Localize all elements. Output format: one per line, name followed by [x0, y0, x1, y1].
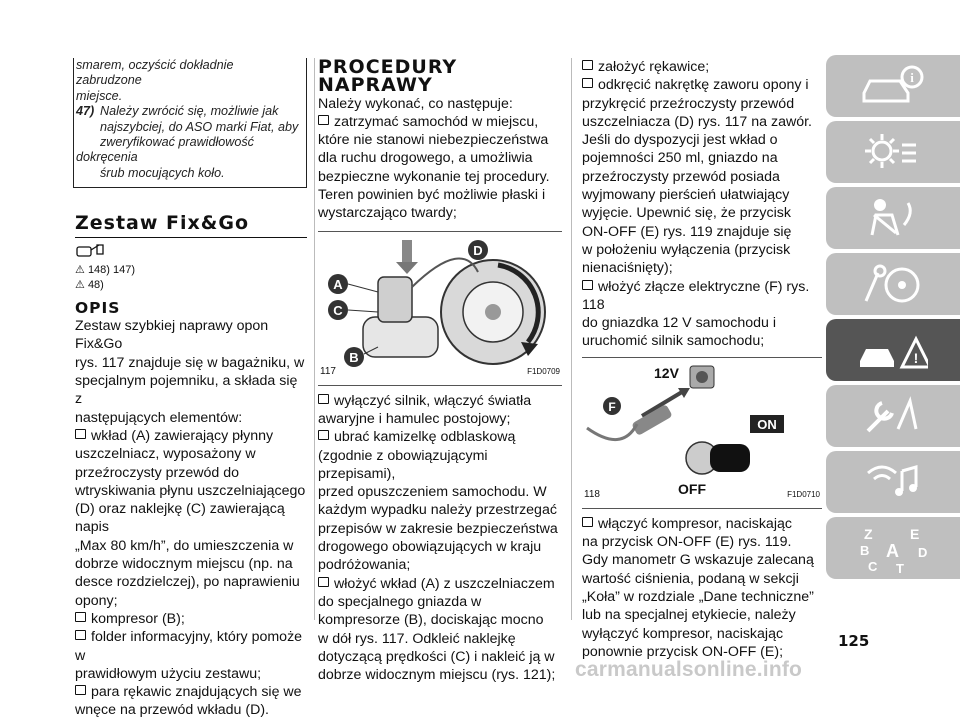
bullet-item-continuation: które nie stanowi niebezpieczeństwa — [318, 132, 549, 149]
warning-box-line: Należy zwrócić się, możliwie jak — [100, 104, 279, 119]
bullet-item: odkręcić nakrętkę zaworu opony i — [582, 76, 822, 94]
procedure-steps-1 — [318, 113, 562, 223]
index-letter-b: B — [860, 543, 870, 558]
bullet-item-continuation: (D) oraz naklejkę (C) zawierającą napis — [75, 501, 285, 536]
index-letter-e: E — [910, 526, 920, 542]
label-12v: 12V — [654, 364, 679, 381]
fig117-label-c: C — [333, 302, 343, 318]
index-letter-c: C — [868, 559, 878, 574]
caution-triangle-icon: ⚠ — [75, 278, 85, 291]
bullet-item: folder informacyjny, który pomoże w — [75, 628, 307, 665]
tab-safety[interactable] — [826, 187, 960, 249]
bullet-item-continuation: wyjmowany pierścień ułatwiający — [582, 187, 790, 204]
warning-box-line: najszybciej, do ASO marki Fiat, aby — [100, 119, 299, 134]
bullet-item-continuation: drogowego obowiązujących w kraju — [318, 539, 542, 556]
bullet-item-continuation: dobrze widocznym miejscu (np. na — [75, 556, 293, 573]
bullet-item-continuation: Teren powinien być możliwie płaski i — [318, 187, 546, 204]
component-list — [75, 427, 307, 720]
bullet-item-continuation: każdym wypadku należy przestrzegać — [318, 502, 557, 519]
maintenance-icon — [858, 393, 928, 439]
figure-number: 117 — [320, 366, 336, 378]
figure-code: F1D0709 — [527, 367, 560, 377]
warning-box-line: śrub mocujących koło. — [100, 165, 225, 180]
warning-box — [73, 58, 307, 188]
subsection-heading: OPIS — [75, 298, 121, 317]
bullet-item-continuation: wtryskiwania płynu uszczelniającego — [75, 482, 306, 499]
bullet-item: kompresor (B); — [75, 610, 307, 628]
bullet-item-continuation: dla ruchu drogowego, a umożliwia — [318, 150, 533, 167]
bullet-item-continuation: (zgodnie z obowiązującymi przepisami), — [318, 447, 488, 482]
figure-117 — [318, 231, 562, 386]
tab-driving[interactable] — [826, 253, 960, 315]
bullet-item-continuation: w położeniu wyłączenia (przycisk — [582, 241, 791, 258]
bullet-item-continuation: ponownie przycisk ON-OFF (E); — [582, 643, 784, 660]
index-letter-t: T — [896, 561, 904, 575]
bullet-item-continuation: dobrze widocznym miejscu (rys. 121); — [318, 667, 556, 684]
bullet-item: włożyć wkład (A) z uszczelniaczem — [318, 575, 562, 593]
bullet-item-continuation: przykręcić przeźroczysty przewód — [582, 95, 795, 112]
bullet-item: wyłączyć silnik, włączyć światła — [318, 392, 562, 410]
bullet-item: założyć rękawice; — [582, 58, 822, 76]
tab-maintenance[interactable] — [826, 385, 960, 447]
warning-box-line: miejsce. — [76, 88, 123, 103]
page-number: 125 — [838, 632, 870, 650]
multimedia-icon — [858, 459, 928, 505]
warning-box-line: zweryfikować prawidłowość dokręcenia — [76, 135, 254, 165]
index-letter-z: Z — [864, 526, 873, 542]
bullet-item-continuation: prawidłowym użyciu zestawu; — [75, 665, 262, 682]
bullet-item-continuation: uszczelniacza (D) rys. 117 na zawór. — [582, 113, 812, 130]
column-left — [75, 58, 307, 720]
warning-car-icon — [858, 327, 928, 373]
watermark: carmanualsonline.info — [575, 658, 803, 681]
bullet-item-continuation: Jeśli do dyspozycji jest wkład o — [582, 132, 778, 149]
section-heading: Zestaw Fix&Go — [75, 214, 307, 237]
index-letters-icon — [858, 525, 938, 575]
figure-118 — [582, 357, 822, 509]
compressor-illustration — [318, 232, 562, 382]
bullet-item-continuation: dotyczącą prędkości (C) i nakleić ją w — [318, 648, 555, 665]
bullet-item-continuation: w dół rys. 117. Odkleić naklejkę — [318, 630, 516, 647]
caution-ref-text: 48) — [87, 278, 104, 291]
bullet-item-continuation: na przycisk ON-OFF (E) rys. 119. — [582, 534, 792, 551]
bullet-item-continuation: uszczelniacz, wyposażony w — [75, 446, 256, 463]
bullet-item-continuation: wartość ciśnienia, podaną w sekcji — [582, 570, 799, 587]
warning-box-line: smarem, oczyścić dokładnie zabrudzone — [76, 58, 234, 88]
procedure-steps-2 — [318, 392, 562, 685]
warning-box-text-2 — [76, 104, 302, 181]
figure-number: 118 — [584, 489, 600, 501]
bullet-item-continuation: ON-OFF (E) rys. 119 znajduje się — [582, 223, 792, 240]
tab-emergency[interactable] — [826, 319, 960, 381]
tab-car-info[interactable] — [826, 55, 960, 117]
fig117-label-b: B — [349, 349, 359, 365]
bullet-item-continuation: wyłączyć kompresor, naciskając — [582, 625, 784, 642]
column-right — [582, 58, 822, 661]
bullet-item-continuation: do specjalnego gniazda w — [318, 593, 482, 610]
bullet-item-continuation: podróżowania; — [318, 557, 411, 574]
dashboard-lights-icon — [858, 129, 928, 175]
figure-code: F1D0710 — [787, 490, 820, 500]
bullet-item-continuation: przepisów w zakresie bezpieczeństwa — [318, 520, 558, 537]
bullet-item-continuation: opony; — [75, 592, 118, 609]
bullet-item-continuation: uruchomić silnik samochodu; — [582, 333, 765, 350]
bullet-item: ubrać kamizelkę odblaskową — [318, 428, 562, 446]
bullet-item: włożyć złącze elektryczne (F) rys. 118 — [582, 278, 822, 315]
bullet-item-continuation: wystarczająco twardy; — [318, 205, 457, 222]
bullet-item-continuation: przeźroczysty przewód do — [75, 464, 240, 481]
column-middle — [318, 58, 562, 684]
bullet-item-continuation: pojemności 250 ml, gniazdo na — [582, 150, 778, 167]
bullet-item: zatrzymać samochód w miejscu, — [318, 113, 562, 131]
chapter-sidebar — [826, 55, 960, 583]
index-letter-d: D — [918, 545, 928, 560]
svg-text:i: i — [910, 70, 914, 85]
text-line: Zestaw szybkiej naprawy opon Fix&Go — [75, 318, 269, 353]
safety-belt-icon — [858, 195, 928, 241]
socket-illustration — [582, 358, 822, 504]
text-line: rys. 117 znajduje się w bagażniku, w — [75, 354, 305, 371]
fig118-label-f: F — [608, 399, 616, 414]
column-divider — [314, 58, 315, 620]
bullet-item-continuation: wnęce na przewód wkładu (D). — [75, 702, 269, 719]
steering-key-icon — [858, 261, 928, 307]
procedure-intro: Należy wykonać, co następuje: — [318, 95, 513, 112]
bullet-item-continuation: „Max 80 km/h”, do umieszczenia w — [75, 537, 294, 554]
tab-index[interactable] — [826, 517, 960, 579]
bullet-item: włączyć kompresor, naciskając — [582, 515, 822, 533]
bullet-item-continuation: wyjęcie. Upewnić się, że przycisk — [582, 205, 791, 222]
index-letter-a: A — [886, 541, 899, 561]
caution-refs — [75, 278, 307, 293]
intro-paragraph — [75, 317, 307, 427]
warning-ref-text: 148) 147) — [87, 263, 136, 276]
label-on: ON — [757, 416, 777, 432]
bullet-item-continuation: nienaciśnięty); — [582, 260, 673, 277]
fig117-label-d: D — [473, 242, 483, 258]
bullet-item-continuation: kompresorze (B), dociskając mocno — [318, 612, 544, 629]
tab-multimedia[interactable] — [826, 451, 960, 513]
warning-number: 47) — [76, 104, 95, 119]
procedure-steps-3 — [582, 58, 822, 351]
bullet-item-continuation: desce rozdzielczej), po naprawieniu — [75, 574, 300, 591]
warning-refs — [75, 263, 307, 278]
tab-dashboard[interactable] — [826, 121, 960, 183]
procedure-steps-4 — [582, 515, 822, 661]
column-divider — [571, 58, 572, 620]
bullet-item: para rękawic znajdujących się we — [75, 683, 307, 701]
procedure-heading: PROCEDURY NAPRAWY — [318, 56, 458, 97]
bullet-item-continuation: lub na specjalnej etykiecie, należy — [582, 607, 796, 624]
text-line: następujących elementów: — [75, 409, 243, 426]
bullet-item-continuation: awaryjne i hamulec postojowy; — [318, 410, 511, 427]
fig117-label-a: A — [333, 276, 343, 292]
bullet-item: wkład (A) zawierający płynny — [75, 427, 307, 445]
bullet-item-continuation: do gniazdka 12 V samochodu i — [582, 315, 777, 332]
bullet-item-continuation: przed opuszczeniem samochodu. W — [318, 484, 547, 501]
text-line: specjalnym pojemniku, a składa się z — [75, 373, 298, 408]
bullet-item-continuation: Gdy manometr G wskazuje zalecaną — [582, 552, 814, 569]
kit-icon — [75, 242, 307, 263]
svg-text:!: ! — [913, 350, 919, 366]
bullet-item-continuation: przeźroczysty przewód posiada — [582, 168, 780, 185]
label-off: OFF — [678, 480, 706, 497]
car-info-icon — [858, 63, 928, 109]
warning-box-text — [76, 58, 302, 104]
bullet-item-continuation: „Koła” w rozdziale „Dane techniczne” — [582, 588, 814, 605]
warning-triangle-icon: ⚠ — [75, 263, 85, 276]
bullet-item-continuation: bezpieczne wykonanie tej procedury. — [318, 168, 550, 185]
